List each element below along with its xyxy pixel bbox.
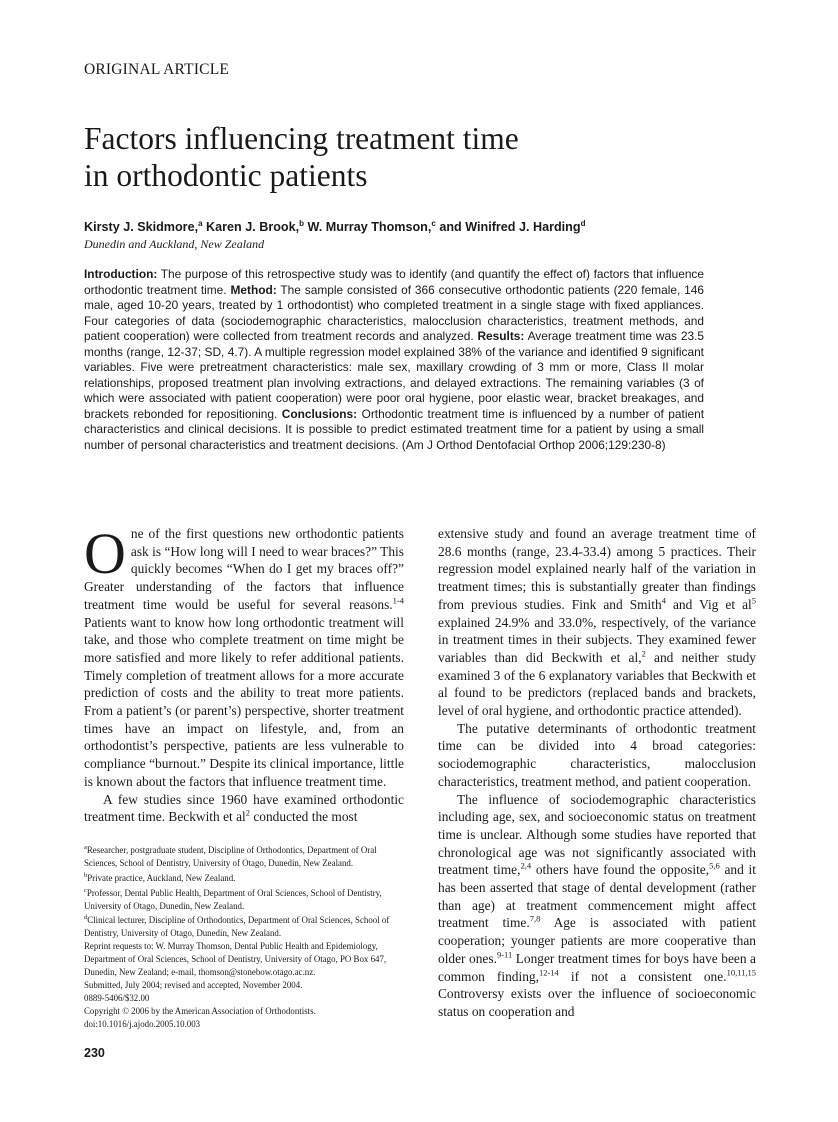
body-paragraph bbox=[438, 525, 756, 720]
body-text: explained 24.9% and 33.0%, respectively, of the variance in treatment times in their subjects. They examined fewer variables than did Beckwith et al, bbox=[438, 614, 756, 665]
author-location: Dunedin and Auckland, New Zealand bbox=[84, 237, 265, 251]
citation-ref: 7,8 bbox=[529, 914, 541, 924]
abstract-intro-label: Introduction: bbox=[84, 267, 158, 281]
body-text: The influence of sociodemographic characteristics including age, sex, and socioeconomic status on treatment time is unclear. Although some studies have reported that chronological age was not significantly associated with treatment time, bbox=[438, 791, 756, 878]
citation-ref: 1-4 bbox=[392, 595, 404, 606]
footnotes bbox=[84, 842, 404, 1031]
body-paragraph: The putative determinants of orthodontic treatment time can be divided into 4 broad categories: sociodemographic characteristics, malocclusion characteristics, treatment method, and patient cooperation. bbox=[438, 720, 756, 789]
abstract-conclusions-label: Conclusions: bbox=[281, 406, 358, 421]
citation-ref: 5,6 bbox=[709, 860, 720, 871]
footnote-text: Clinical lecturer, Discipline of Orthodontics, Department of Oral Sciences, School of Dentistry, University of Otago, Dunedin, New Zealand. bbox=[84, 915, 390, 939]
body-paragraph bbox=[84, 521, 404, 791]
footnote-text: Researcher, postgraduate student, Discipline of Orthodontics, Department of Oral Sciences, School of Dentistry, University of Otago, Dunedin, New Zealand. bbox=[84, 844, 377, 868]
footnote bbox=[84, 842, 404, 870]
article-title-line-1: Factors influencing treatment time bbox=[84, 121, 519, 156]
citation-ref: 9-11 bbox=[496, 949, 513, 960]
body-text: ne of the first questions new orthodontic patients ask is “How long will I need to wear braces?” This quickly becomes “When do I get my braces off?” Greater understanding of the factors that influence treatment time would be useful for several reasons. bbox=[84, 526, 404, 612]
citation-ref: 2,4 bbox=[520, 860, 532, 871]
author-affiliation-marker: a bbox=[198, 219, 203, 228]
abstract-results-text: Average treatment time was 23.5 months (range, 12-37; SD, 4.7). A multiple regression model explained 38% of the variance and identified 9 significant variables. Five were pretreatment characteristics: male sex, maxillary crowding of 3 mm or more, Class II molar relationships, proposed treatment plan involving extractions, and delayed extractions. The remaining variables (3 of which were associated with patient cooperation) were poor oral hygiene, poor elastic wear, bracket breakages, and brackets rebonded for repositioning. bbox=[84, 329, 704, 421]
footnote-marker: c bbox=[84, 886, 87, 894]
abstract-conclusions-text: Orthodontic treatment time is influenced by a number of patient characteristics and clinical decisions. It is possible to predict estimated treatment time for a patient by using a small number of personal characteristics and treatment decisions. (Am J Orthod Dentofacial Orthop 2006;129:230-8) bbox=[84, 406, 704, 452]
footnote-marker: d bbox=[84, 914, 88, 922]
author-affiliation-marker: d bbox=[580, 219, 586, 228]
author-affiliation-marker: c bbox=[431, 219, 436, 228]
body-paragraph bbox=[438, 791, 756, 1021]
body-text: A few studies since 1960 have examined orthodontic treatment time. Beckwith et al bbox=[84, 791, 404, 825]
doi: doi:10.1016/j.ajodo.2005.10.003 bbox=[84, 1018, 201, 1029]
author-affiliation-marker: b bbox=[299, 219, 305, 228]
body-text: if not a consistent one. bbox=[558, 968, 727, 984]
citation-ref: 5 bbox=[751, 595, 756, 606]
body-column-left bbox=[84, 521, 404, 826]
body-text: and Vig et al bbox=[665, 596, 752, 612]
abstract-method-label: Method: bbox=[230, 282, 277, 297]
page-number: 230 bbox=[84, 1046, 105, 1060]
article-title-line-2: in orthodontic patients bbox=[84, 158, 368, 193]
citation-ref: 10,11,15 bbox=[726, 967, 756, 978]
article-title bbox=[84, 120, 764, 194]
issn-price: 0889-5406/$32.00 bbox=[84, 992, 150, 1003]
body-text: extensive study and found an average treatment time of 28.6 months (range, 23.4-33.4) among 5 practices. Their regression model explained nearly half of the variation in treatment times; this is substantially greater than findings from previous studies. Fink and Smith bbox=[438, 526, 756, 612]
footnote-text: Professor, Dental Public Health, Department of Oral Sciences, School of Dentistry, University of Otago, Dunedin, New Zealand. bbox=[84, 887, 382, 911]
footnote-marker: a bbox=[84, 844, 87, 851]
abstract bbox=[84, 267, 704, 453]
body-text: Age is associated with patient cooperation; younger patients are more cooperative than older ones. bbox=[438, 915, 757, 966]
body-text: Controversy exists over the influence of socioeconomic status on cooperation and bbox=[438, 986, 756, 1019]
footnote-text: Private practice, Auckland, New Zealand. bbox=[87, 872, 236, 883]
body-text: and neither study examined 3 of the 6 explanatory variables that Beckwith et al found to be predictors (replaced bands and brackets, level of oral hygiene, and orthodontic practice attended). bbox=[438, 649, 757, 719]
body-paragraph bbox=[84, 791, 404, 826]
abstract-method-text: The sample consisted of 366 consecutive orthodontic patients (220 female, 146 male, aged 10-20 years, treated by 1 orthodontist) who completed treatment in a single stage with fixed appliances. Four categories of data (sociodemographic characteristics, malocclusion characteristics, treatment methods, and patient cooperation) were collected from treatment records and analyzed. bbox=[84, 282, 704, 343]
citation-ref: 2 bbox=[245, 807, 250, 818]
author-list bbox=[84, 219, 585, 234]
body-text: others have found the opposite, bbox=[531, 862, 710, 878]
copyright-notice: Copyright © 2006 by the American Association of Orthodontists. bbox=[84, 1005, 316, 1016]
abstract-results-label: Results: bbox=[477, 329, 525, 343]
author-name: Karen J. Brook, bbox=[206, 220, 300, 235]
body-text: Patients want to know how long orthodontic treatment will take, and those who complete treatment on time might be more satisfied and more likely to refer additional patients. Timely completion of treatment allows for a more accurate prediction of costs and the ability to treat more patients. From a patient’s (or parent’s) perspective, shorter treatment times have an impact on lifestyle, and, from an orthodontist’s perspective, patients are less vulnerable to compliance “burnout.” Despite its clinical importance, little is known about the factors that influence treatment time. bbox=[84, 614, 404, 789]
author-name: W. Murray Thomson, bbox=[307, 220, 432, 235]
citation-ref: 4 bbox=[661, 595, 666, 606]
section-label: ORIGINAL ARTICLE bbox=[84, 61, 230, 78]
body-text: Longer treatment times for boys have been a common finding, bbox=[438, 950, 756, 984]
footnote bbox=[84, 885, 404, 913]
footnote-marker: b bbox=[84, 871, 88, 879]
body-column-right bbox=[438, 525, 756, 1021]
reprint-requests: Reprint requests to: W. Murray Thomson, Dental Public Health and Epidemiology, Department of Oral Sciences, School of Dentistry, University of Otago, PO Box 647, Dunedin, New Zealand; e-mail, thomson@stonebow.otago.ac.nz. bbox=[84, 941, 387, 978]
author-name: and Winifred J. Harding bbox=[439, 220, 581, 235]
citation-ref: 2 bbox=[641, 648, 646, 659]
body-text: and it has been asserted that stage of dental development (rather than age) at treatment commencement might affect treatment time. bbox=[438, 862, 756, 931]
drop-cap: O bbox=[84, 521, 126, 586]
footnote bbox=[84, 912, 404, 940]
abstract-intro-text: The purpose of this retrospective study was to identify (and quantify the effect of) factors that influence orthodontic treatment time. bbox=[84, 267, 704, 297]
citation-ref: 12-14 bbox=[538, 967, 559, 978]
author-name: Kirsty J. Skidmore, bbox=[84, 220, 199, 235]
submission-dates: Submitted, July 2004; revised and accepted, November 2004. bbox=[84, 979, 303, 990]
footnote bbox=[84, 870, 404, 885]
body-text: conducted the most bbox=[250, 809, 358, 825]
